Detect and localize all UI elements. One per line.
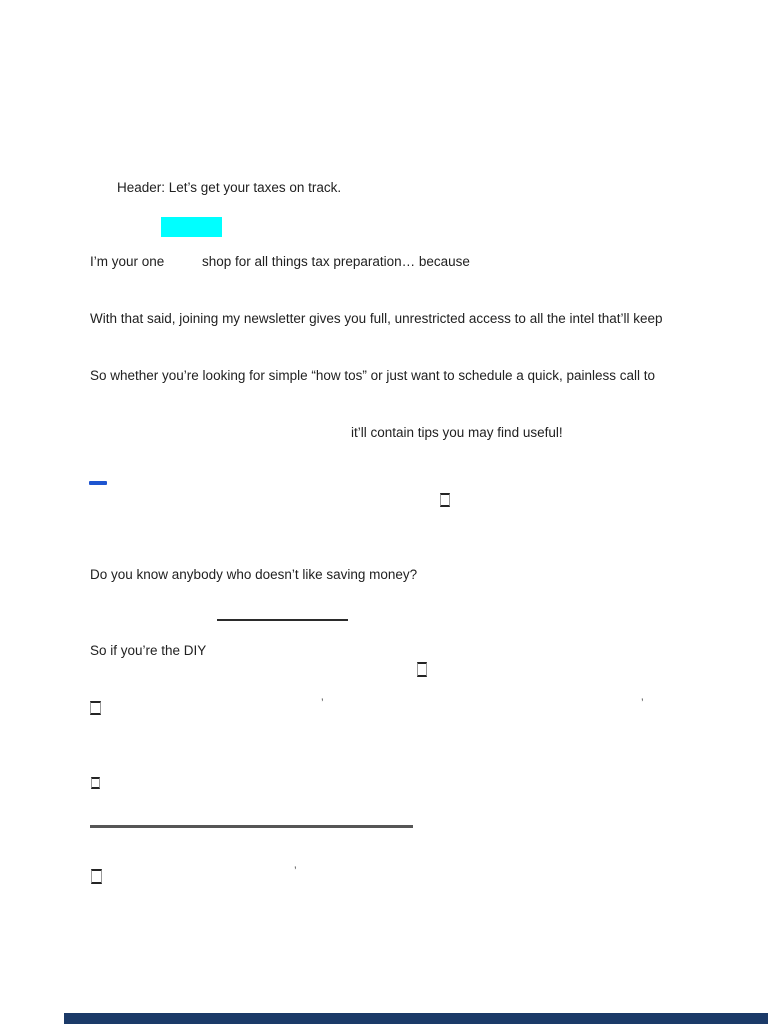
missing-glyph-icon: [91, 869, 102, 884]
apostrophe-mark: ’: [294, 864, 297, 878]
next-page-edge-bar: [64, 1013, 768, 1024]
diy-line: So if you’re the DIY: [90, 643, 207, 658]
apostrophe-mark: ’: [641, 696, 644, 710]
hyperlink-fragment[interactable]: [89, 481, 107, 485]
apostrophe-mark: ’: [321, 696, 324, 710]
intro-line-left: I’m your one: [90, 254, 165, 269]
missing-glyph-icon: [417, 662, 427, 677]
tips-line: it’ll contain tips you may find useful!: [351, 425, 563, 440]
missing-glyph-icon: [440, 493, 450, 507]
intro-line-right: shop for all things tax preparation… because: [202, 254, 470, 269]
header-line: Header: Let’s get your taxes on track.: [117, 180, 342, 195]
short-blank-underline: [217, 619, 348, 621]
newsletter-line: With that said, joining my newsletter gives you full, unrestricted access to all the intel that’ll keep: [90, 311, 663, 326]
missing-glyph-icon: [90, 701, 101, 715]
whether-line: So whether you’re looking for simple “how tos” or just want to schedule a quick, painless call to: [90, 368, 656, 383]
saving-money-line: Do you know anybody who doesn’t like saving money?: [90, 567, 418, 582]
long-blank-underline: [90, 825, 413, 828]
missing-glyph-icon: [91, 777, 100, 789]
cyan-highlight-redaction: [161, 217, 222, 237]
